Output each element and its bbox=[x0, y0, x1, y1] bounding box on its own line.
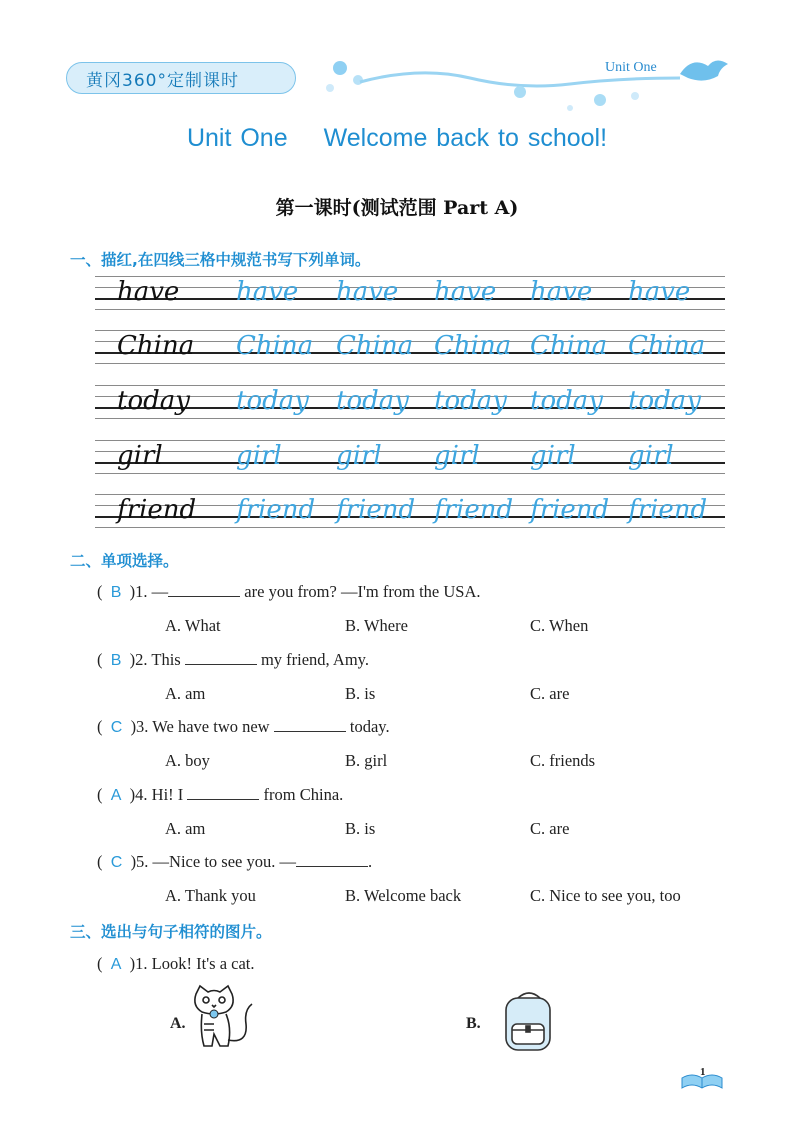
answer-mark: C bbox=[110, 854, 123, 871]
answer-mark: C bbox=[110, 719, 123, 736]
bubble-decoration bbox=[300, 48, 740, 118]
trace-word[interactable]: friend bbox=[628, 495, 708, 525]
grid-line bbox=[95, 473, 725, 474]
trace-word[interactable]: have bbox=[434, 277, 497, 307]
question-row: ( A )4. Hi! I from China. bbox=[97, 785, 344, 804]
question-row: ( C )3. We have two new today. bbox=[97, 717, 390, 736]
trace-word[interactable]: today bbox=[628, 386, 701, 416]
trace-word[interactable]: today bbox=[336, 386, 409, 416]
trace-word[interactable]: have bbox=[236, 277, 299, 307]
option-a[interactable]: A. Thank you bbox=[165, 886, 256, 905]
grid-line bbox=[95, 309, 725, 310]
page-title bbox=[0, 124, 794, 153]
question-row: ( B )1. — are you from? —I'm from the USA. bbox=[97, 582, 481, 601]
section1-heading: 一、描红,在四线三格中规范书写下列单词。 bbox=[70, 251, 371, 269]
lesson-subtitle: 第一课时(测试范围 Part A) bbox=[275, 197, 519, 219]
option-a[interactable]: A. am bbox=[165, 819, 206, 838]
option-b[interactable]: B. girl bbox=[345, 751, 388, 770]
trace-word[interactable]: girl bbox=[434, 441, 480, 471]
option-a-label: A. bbox=[170, 1015, 186, 1032]
answer-mark: A bbox=[110, 956, 122, 973]
unit-corner-label: Unit One bbox=[605, 60, 657, 75]
question-text-start: )5. —Nice to see you. — bbox=[130, 852, 296, 871]
trace-word[interactable]: friend bbox=[434, 495, 514, 525]
question-text-start: )2. This bbox=[129, 650, 185, 669]
trace-word[interactable]: China bbox=[236, 331, 314, 361]
option-a[interactable]: A. boy bbox=[165, 751, 210, 770]
schoolbag-picture[interactable] bbox=[496, 990, 562, 1056]
answer-blank[interactable] bbox=[187, 785, 259, 800]
trace-word[interactable]: China bbox=[336, 331, 414, 361]
option-b[interactable]: B. Welcome back bbox=[345, 886, 462, 905]
option-b-label: B. bbox=[466, 1015, 481, 1032]
question-text-end: . bbox=[367, 852, 373, 871]
trace-word[interactable]: China bbox=[530, 331, 608, 361]
trace-word[interactable]: today bbox=[434, 386, 507, 416]
trace-word[interactable]: friend bbox=[336, 495, 416, 525]
title-name: Welcome back to school! bbox=[323, 124, 608, 152]
model-word: friend bbox=[117, 495, 197, 525]
option-c[interactable]: C. are bbox=[530, 684, 570, 703]
option-c[interactable]: C. Nice to see you, too bbox=[530, 886, 681, 905]
trace-word[interactable]: today bbox=[530, 386, 603, 416]
question-text-end: today. bbox=[345, 717, 390, 736]
option-c[interactable]: C. friends bbox=[530, 751, 596, 770]
answer-blank[interactable] bbox=[168, 582, 240, 597]
question-text-start: )3. We have two new bbox=[130, 717, 274, 736]
section3-heading: 三、选出与句子相符的图片。 bbox=[70, 923, 272, 941]
trace-word[interactable]: China bbox=[434, 331, 512, 361]
answer-mark: B bbox=[110, 652, 122, 669]
model-word: today bbox=[117, 386, 190, 416]
grid-line bbox=[95, 418, 725, 419]
answer-blank[interactable] bbox=[185, 650, 257, 665]
question-text-start: )1. — bbox=[129, 582, 169, 601]
trace-word[interactable]: have bbox=[336, 277, 399, 307]
trace-word[interactable]: friend bbox=[530, 495, 610, 525]
trace-word[interactable]: friend bbox=[236, 495, 316, 525]
question-text-start: )4. Hi! I bbox=[129, 785, 188, 804]
page-number: 1 bbox=[700, 1066, 706, 1078]
grid-line bbox=[95, 527, 725, 528]
trace-word[interactable]: girl bbox=[628, 441, 674, 471]
question-row: ( B )2. This my friend, Amy. bbox=[97, 650, 369, 669]
header-badge-text: 黄冈360°定制课时 bbox=[86, 71, 239, 91]
option-a[interactable]: A. What bbox=[165, 616, 221, 635]
title-unit: Unit One bbox=[186, 124, 288, 152]
model-word: girl bbox=[117, 441, 163, 471]
answer-blank[interactable] bbox=[274, 717, 346, 732]
picture-question: ( A )1. Look! It's a cat. bbox=[97, 954, 255, 973]
answer-mark: A bbox=[110, 787, 122, 804]
option-a[interactable]: A. am bbox=[165, 684, 206, 703]
picture-question-text: )1. Look! It's a cat. bbox=[129, 954, 255, 973]
trace-word[interactable]: China bbox=[628, 331, 706, 361]
trace-word[interactable]: have bbox=[628, 277, 691, 307]
section2-heading: 二、单项选择。 bbox=[70, 552, 179, 570]
answer-blank[interactable] bbox=[296, 852, 368, 867]
option-c[interactable]: C. are bbox=[530, 819, 570, 838]
option-b[interactable]: B. is bbox=[345, 819, 376, 838]
trace-word[interactable]: today bbox=[236, 386, 309, 416]
trace-word[interactable]: have bbox=[530, 277, 593, 307]
grid-line bbox=[95, 363, 725, 364]
question-row: ( C )5. —Nice to see you. — . bbox=[97, 852, 373, 871]
option-b[interactable]: B. Where bbox=[345, 616, 408, 635]
question-text-end: my friend, Amy. bbox=[256, 650, 369, 669]
question-text-end: from China. bbox=[259, 785, 344, 804]
model-word: China bbox=[117, 331, 195, 361]
cat-picture[interactable] bbox=[190, 984, 262, 1056]
trace-word[interactable]: girl bbox=[336, 441, 382, 471]
question-text-end: are you from? —I'm from the USA. bbox=[240, 582, 481, 601]
option-c[interactable]: C. When bbox=[530, 616, 589, 635]
answer-mark: B bbox=[110, 584, 122, 601]
model-word: have bbox=[117, 277, 180, 307]
trace-word[interactable]: girl bbox=[530, 441, 576, 471]
option-b[interactable]: B. is bbox=[345, 684, 376, 703]
trace-word[interactable]: girl bbox=[236, 441, 282, 471]
